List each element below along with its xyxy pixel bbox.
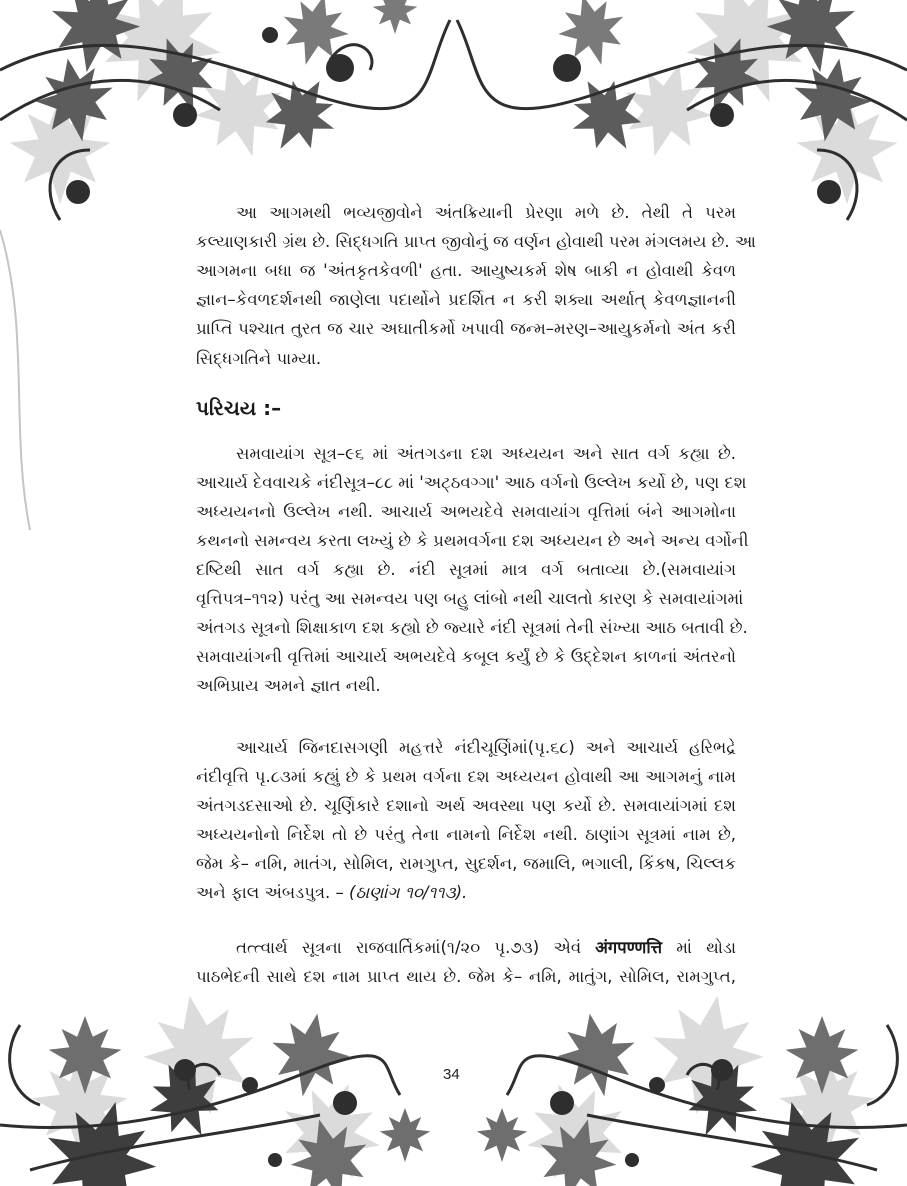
text-line: સમવાયાંગ સૂત્ર–૯૬ માં અંતગડના દશ અધ્યયન અને સાત વર્ગ કહ્યા છે. [236,444,736,463]
text-line: જેમ કે– નમિ, માતંગ, સોમિલ, રામગુપ્ત, સુદર્શન, જમાલિ, ભગાલી, કિંકષ, ચિલ્લક [196,854,736,873]
text-line: જ્ઞાન–કેવળદર્શનથી જાણેલા પદાર્થોને પ્રદર્શિત ન કરી શક્યા અર્થાત્ કેવળજ્ઞાનની [196,290,736,309]
page-number: 34 [443,1066,460,1083]
text-line: કથનનો સમન્વય કરતા લખ્યું છે કે પ્રથમવર્ગના દશ અધ્યયન છે અને અન્ય વર્ગોની [196,531,749,550]
text-line: પાઠભેદની સાથે દશ નામ પ્રાપ્ત થાય છે. જેમ કે– નમિ, માતુંગ, સોમિલ, રામગુપ્ત, [196,967,736,986]
citation: (ઠાણાંગ ૧૦/૧૧૩). [349,883,468,902]
text-fragment: અને ફાલ અંબડપુત્ર. – [196,883,350,902]
text-line: કલ્યાણકારી ગ્રંથ છે. સિદ્ધગતિ પ્રાપ્ત જીવોનું જ વર્ણન હોવાથી પરમ મંગલમય છે. આ [196,232,756,251]
text-line: અંતગડ સૂત્રનો શિક્ષાકાળ દશ કહ્યો છે જ્યારે નંદી સૂત્રમાં તેની સંખ્યા આઠ બતાવી છે. [196,618,748,637]
emphasized-title: अंगपण्णत्ति [595,938,663,957]
text-line: આ આગમથી ભવ્યજીવોને અંતક્રિયાની પ્રેરણા મળે છે. તેથી તે પરમ [236,203,736,222]
swirl-icon [0,230,60,990]
text-line: આગમના બધા જ 'અંતકૃતકેવળી' હતા. આયુષ્યકર્મ શેષ બાકી ન હોવાથી કેવળ [196,261,736,280]
text-line [196,937,736,959]
text-line: પ્રાપ્તિ પશ્ચાત તુરત જ ચાર અઘાતીકર્મો ખપાવી જન્મ–મરણ–આયુકર્મનો અંત કરી [196,319,736,338]
text-line: આચાર્ય જિનદાસગણી મહત્તરે નંદીચૂર્ણિમાં(પૃ.૬૮) અને આચાર્ય હરિભદ્રે [236,738,736,757]
text-fragment: તત્ત્વાર્થ સૂત્રના રાજવાર્તિકમાં(૧/૨૦ પૃ.૭૩) એવં [236,938,596,957]
floral-border-bottom [0,985,907,1186]
text-line: સિદ્ધગતિને પામ્યા. [196,349,322,368]
text-line: સમવાયાંગની વૃત્તિમાં આચાર્ય અભયદેવે કબૂલ કર્યું છે કે ઉદ્દેશન કાળનાં અંતરનો [196,647,736,666]
text-line: આચાર્ય દેવવાચકે નંદીસૂત્ર–૮૮ માં 'અટ્ઠવગ્ગા' આઠ વર્ગનો ઉલ્લેખ કર્યો છે, પણ દશ [196,473,747,492]
floral-border-top [0,0,907,230]
text-fragment: માં થોડા [662,938,736,957]
text-line: દષ્ટિથી સાત વર્ગ કહ્યા છે. નંદી સૂત્રમાં માત્ર વર્ગ બતાવ્યા છે.(સમવાયાંગ [196,560,736,579]
text-line: અંતગડદસાઓ છે. ચૂર્ણિકારે દશાનો અર્થ અવસ્થા પણ કર્યો છે. સમવાયાંગમાં દશ [196,796,736,815]
text-line: વૃત્તિપત્ર–૧૧૨) પરંતુ આ સમન્વય પણ બહુ લાંબો નથી ચાલતો કારણ કે સમવાયાંગમાં [196,589,744,608]
text-line [196,882,736,904]
text-line: નંદીવૃત્તિ પૃ.૮૩માં કહ્યું છે કે પ્રથમ વર્ગના દશ અધ્યયન હોવાથી આ આગમનું નામ [196,767,736,786]
floral-border-left [0,230,60,990]
text-line: અધ્યયનોનો નિર્દેશ તો છે પરંતુ તેના નામનો નિર્દેશ નથી. ઠાણાંગ સૂત્રમાં નામ છે, [196,825,736,844]
floral-leaves-icon [0,0,907,230]
floral-leaves-icon [0,985,907,1186]
text-line: અધ્યયનનો ઉલ્લેખ નથી. આચાર્ય અભયદેવે સમવાયાંગ વૃત્તિમાં બંને આગમોના [196,502,736,521]
section-heading: પરિચય :– [196,396,282,420]
text-line: અભિપ્રાય અમને જ્ઞાત નથી. [196,676,381,695]
